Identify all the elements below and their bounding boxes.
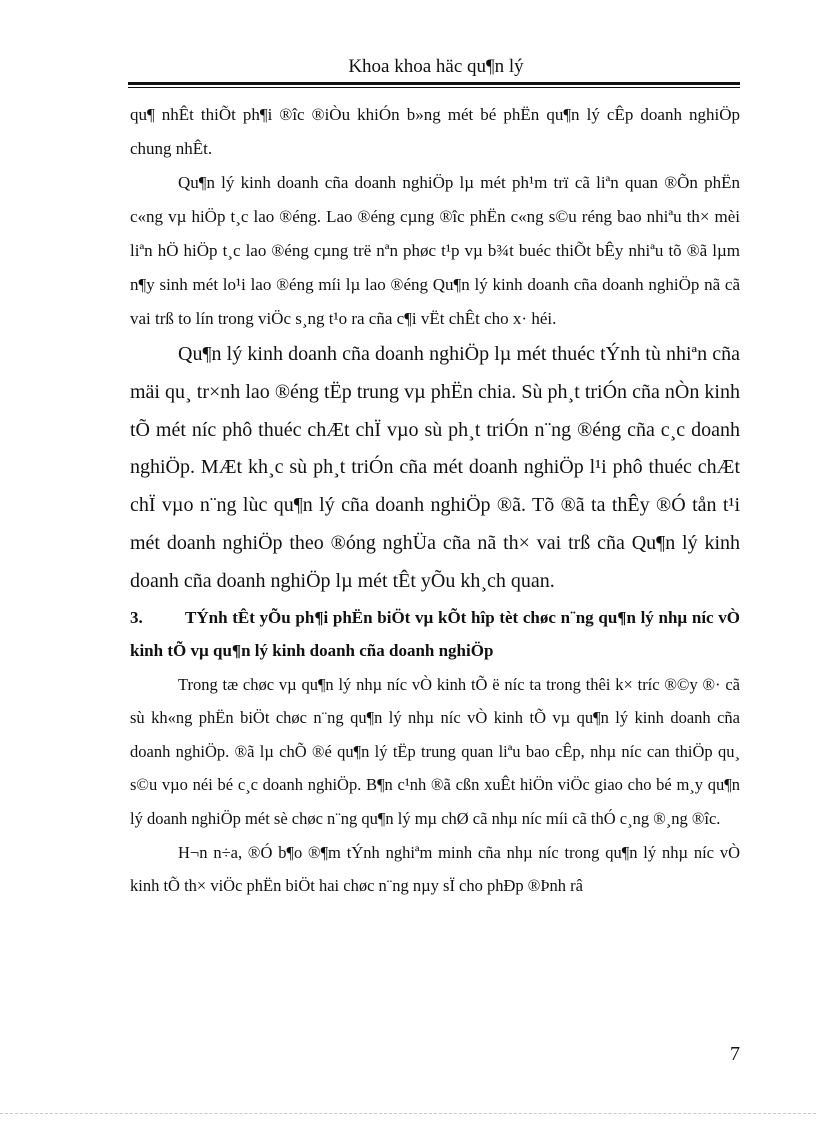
page-header-title: Khoa khoa häc qu¶n lý bbox=[348, 56, 524, 77]
paragraph-furthermore: H¬n n÷a, ®Ó b¶o ®¶m tÝnh nghiªm minh cña nhµ níc trong qu¶n lý nhµ níc vÒ kinh tÕ th× viÖc phËn biÖt hai chøc n¨ng nµy sÏ cho phÐp ®Þnh râ bbox=[130, 842, 740, 896]
paragraph-management-attribute: Qu¶n lý kinh doanh cña doanh nghiÖp lµ mét thuéc tÝnh tù nhiªn cña mäi qu¸ tr×nh lao ®éng tËp trung vµ phËn chia. Sù ph¸t triÓn cña nÒn kinh tÕ mét níc phô thuéc chÆt chÏ vµo sù ph¸t triÓn n¨ng ®éng cña c¸c doanh nghiÖp. MÆt kh¸c sù ph¸t triÓn cña mét doanh nghiÖp l¹i phô thuéc chÆt chÏ vµo n¨ng lùc qu¶n lý cña doanh nghiÖp ®ã. Tõ ®ã ta thÊy ®Ó tån t¹i mét doanh nghiÖp theo ®óng nghÜa cña nã th× vai trß cña Qu¶n lý kinh doanh cña doanh nghiÖp lµ mét tÊt yÕu kh¸ch quan. bbox=[130, 343, 740, 592]
section-number: 3. bbox=[130, 607, 143, 627]
page-number: 7 bbox=[730, 1043, 740, 1065]
section-title: TÝnh tÊt yÕu ph¶i phËn biÖt vµ kÕt hîp tèt chøc n¨ng qu¶n lý nhµ níc vÒ kinh tÕ vµ qu¶n lý kinh doanh cña doanh nghiÖp bbox=[130, 607, 740, 661]
section-heading bbox=[130, 601, 740, 668]
paragraph-history: Trong tæ chøc vµ qu¶n lý nhµ níc vÒ kinh tÕ ë níc ta trong thêi k× tríc ®©y ®· cã sù kh«ng phËn biÖt chøc n¨ng qu¶n lý nhµ níc vÒ kinh tÕ vµ qu¶n lý kinh doanh cña doanh nghiÖp. ®ã lµ chÕ ®é qu¶n lý tËp trung quan liªu bao cÊp, nhµ níc can thiÖp qu¸ s©u vµo néi bé c¸c doanh nghiÖp. B¶n c¹nh ®ã cßn xuÊt hiÖn viÖc giao cho bé m¸y qu¶n lý doanh nghiÖp mét sè chøc n¨ng qu¶n lý mµ chØ cã nhµ níc míi cã thÓ c¸ng ®¸ng ®îc. bbox=[130, 674, 740, 828]
paragraph-continuation: qu¶ nhÊt thiÕt ph¶i ®îc ®iÒu khiÓn b»ng mét bé phËn qu¶n lý cÊp doanh nghiÖp chung nhÊt. bbox=[130, 105, 740, 158]
page-bottom-edge bbox=[0, 1113, 816, 1114]
header-rule-thin bbox=[128, 87, 740, 88]
paragraph-management-labor: Qu¶n lý kinh doanh cña doanh nghiÖp lµ mét ph¹m trï cã liªn quan ®Õn phËn c«ng vµ hiÖp t¸c lao ®éng. Lao ®éng cµng ®îc phËn c«ng s©u réng bao nhiªu th× mèi liªn hÖ hiÖp t¸c lao ®éng cµng trë nªn phøc t¹p vµ b¾t buéc thiÕt bÊy nhiªu tõ ®ã lµm n¶y sinh mét lo¹i lao ®éng míi lµ lao ®éng Qu¶n lý kinh doanh cña doanh nghiÖp nã cã vai trß to lín trong viÖc s¸ng t¹o ra cña c¶i vËt chÊt cho x· héi. bbox=[130, 173, 740, 328]
header-rule-thick bbox=[128, 82, 740, 85]
page-body bbox=[130, 98, 740, 903]
